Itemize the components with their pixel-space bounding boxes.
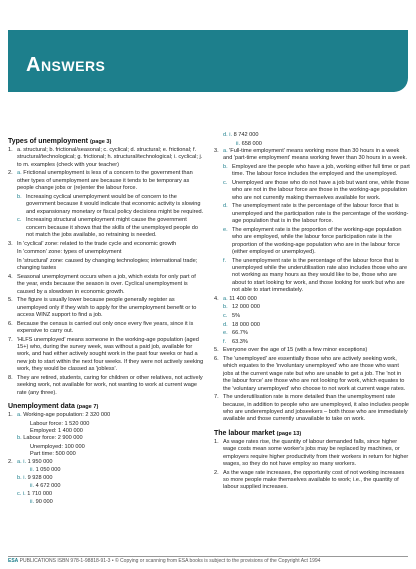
answer-item: 2. a. Frictional unemployment is less of a concern to the government than other types of unemployment are because it tends to be temporary as people change jobs or (re)enter the labour force. <box>8 170 193 192</box>
answer-subitem: c. Increasing structural unemployment might cause the government concern because it shows that the skills of the unemployed people do not match the jobs available, so retraining is needed. <box>17 217 198 239</box>
section-title: Types of unemployment (page 3) <box>8 138 112 145</box>
header-banner <box>8 30 408 92</box>
answer-item: 6. Because the census is carried out only once every five years, since it is expensive to carry out. <box>8 320 194 335</box>
answer-item: 3. In 'cyclical' zone: related to the trade cycle and economic growth <box>8 240 177 247</box>
answer-item: c. i. 1 710 000 <box>17 490 53 497</box>
answer-item: 5. Everyone over the age of 15 (with a few minor exceptions) <box>214 347 368 354</box>
answer-item: 5. The figure is usually lower because people generally register as unemployed only if they wish to apply for the unemployment benefit or to access WINZ support to find a job. <box>8 297 197 319</box>
page-footer <box>8 556 408 565</box>
answer-item: 4. Seasonal unemployment occurs when a job, which exists for only part of the year, ends because the season is over. Cyclical unemployment is caused by a slowdown in economic growth. <box>8 273 196 295</box>
footer-text: PUBLICATIONS ISBN 978-1-98818-91-3 • © Copying or scanning from ESA books is subject to the provisions of the Copyright Act 1994 <box>19 558 321 564</box>
answer-item: In 'structural' zone: caused by changing technologies; international trade; changing tastes <box>17 257 198 272</box>
answer-subitem: b. Increasing cyclical unemployment would be of concern to the government because it would indicate that economic activity is slowing and expansionary monetary or fiscal policy decisions might be required. <box>17 193 204 215</box>
answer-item: 8. They are retired, students, caring for children or other relatives, not actively seeking work, not available for work, not wanting to work at current wage rate (any three). <box>8 374 203 396</box>
section-title: The labour market (page 13) <box>214 429 302 437</box>
answer-value: ii. 658 000 <box>236 140 262 147</box>
answer-item: 3. a. 'Full-time employment' means working more than 30 hours in a week and 'part-time employment' means working fewer than 30 hours in a week. <box>214 148 408 162</box>
answer-item: 1. a. Working-age population: 2 320 000 <box>8 412 111 419</box>
answer-item: 2. a. i. 1 950 000 <box>8 458 53 465</box>
answer-subitem: d. 18 000 000 <box>223 321 260 328</box>
answer-subitem: f. The unemployment rate is the percentage of the labour force that is unemployed while the underutilisation rate also includes those who are not working as many hours as they would like to be, those who are about to start looking for work, and those looking for work but who are not able to start immediately. <box>223 257 408 294</box>
answer-subitem: f. 63.3% <box>223 338 248 345</box>
answer-value: ii. 4 672 000 <box>30 483 61 490</box>
answer-item: In 'common' zone: types of unemployment <box>17 249 122 256</box>
answer-item: d. i. 8 742 000 <box>223 132 259 138</box>
answer-value: Unemployed: 100 000 <box>30 444 85 451</box>
answer-subitem: e. 66.7% <box>223 330 248 337</box>
answer-item: 7. The underutilisation rate is more detailed than the unemployment rate because, in addition to people who are unemployed, it also includes people who are underemployed and jobseekers – both those who are immediately available and those currently unavailable to take on work. <box>214 394 409 423</box>
section-title: Unemployment data (page 7) <box>8 403 99 411</box>
answer-subitem: e. The employment rate is the proportion of the working-age population who are employed, while the labour force participation rate is the proportion of the working-age population who are in the labour force (either employed or unemployed). <box>223 226 402 256</box>
answer-item: b. Labour force: 2 900 000 <box>17 435 83 442</box>
left-column <box>8 132 204 507</box>
answer-value: Employed: 1 400 000 <box>30 428 83 435</box>
answer-value: ii. 1 050 000 <box>30 467 61 474</box>
answer-item: b. i. 9 928 000 <box>17 474 53 481</box>
page-title: Answers <box>26 54 106 76</box>
answer-item: 1. As wage rates rise, the quantity of labour demanded falls, since higher wage costs mean some worker's jobs may be replaced by machines, or employers require higher productivity from their workers in return for higher wages, so they do not have employ so many workers. <box>214 438 409 468</box>
answer-subitem: d. The unemployment rate is the percentage of the labour force that is unemployed and the participation rate is the percentage of the working-age population that is in the labour force. <box>223 203 409 225</box>
answer-item: 2. As the wage rate increases, the opportunity cost of not working increases so more people make themselves available to work; i.e., the quantity of labour supplied increases. <box>214 469 405 491</box>
answer-subitem: b. Employed are the people who have a job, working either full time or part time. The labour force includes the employed and the unemployed. <box>223 164 410 178</box>
answer-value: Labour force: 1 520 000 <box>30 420 90 427</box>
answer-subitem: c. 5% <box>223 313 241 320</box>
right-column <box>214 132 410 493</box>
answer-value: Part time: 500 000 <box>30 451 76 458</box>
publisher-logo: ESA <box>8 558 19 564</box>
answer-subitem: b. 12 000 000 <box>223 304 260 311</box>
answer-subitem: c. Unemployed are those who do not have a job but want one, while those who are not in the labour force are those in the working-age population who are not currently making themselves available for work. <box>223 180 410 201</box>
answer-item: 1. a. structural; b. frictional/seasonal; c. cyclical; d. structural; e. frictional; f. structural/technological; g. frictional; h. structural/technological; i. cyclical; j. to m. examples (check with your teacher) <box>8 147 203 168</box>
answer-value: ii. 90 000 <box>30 499 53 506</box>
answer-item: 6. The 'unemployed' are essentially those who are actively seeking work, which equates to the 'involuntary unemployed' who are those who want jobs at the current wage rate but who are unable to get a job. The 'not in the labour force' are those who are not looking for work, which equates to the 'voluntary unemployed' who choose to not work at current wage rates. <box>214 356 406 392</box>
answer-item: 4. a. 11 400 000 <box>214 295 257 302</box>
answer-item: 7. 'HLFS unemployed' means someone in the working-age population (aged 15+) who, during the survey week, was without a paid job, available for work, and had either actively sought work in the past four weeks or had a new job to start within the next four weeks. If they were not actively seeking work, they would be classed as 'jobless'. <box>8 336 204 373</box>
